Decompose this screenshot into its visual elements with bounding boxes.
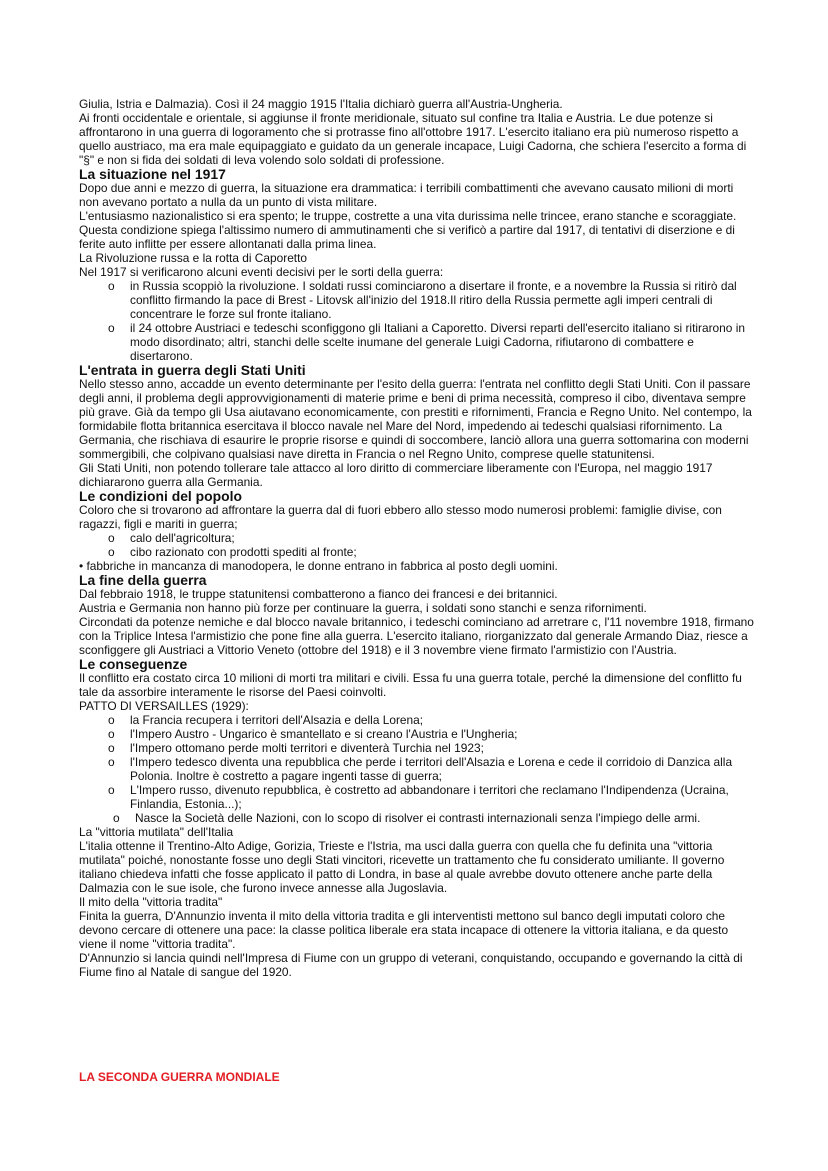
paragraph: D'Annunzio si lancia quindi nell'Impresa di Fiume con un gruppo di veterani, conquistando, occupando e governando la città di Fiume fino al Natale di sangue del 1920. [79, 951, 743, 979]
bullet-marker: o [108, 755, 115, 769]
list-item [79, 741, 755, 755]
bullet-marker: o [108, 321, 115, 335]
paragraph: Finita la guerra, D'Annunzio inventa il mito della vittoria tradita e gli interventisti mettono sul banco degli imputati coloro che devono cercare di ottenere una pace: la classe politica liberale era stata incapace di ottenere la vittoria italiana, e da questo viene il nome "vittoria tradita". [79, 909, 729, 951]
paragraph: Nello stesso anno, accadde un evento determinante per l'esito della guerra: l'entrata nel conflitto degli Stati Uniti. Con il passare degli anni, il problema degli approvvigionamenti di materie prime e beni di prima necessità, compreso il cibo, diventava sempre più grave. Già da tempo gli Usa aiutavano economicamente, con prestiti e rifornimenti, Francia e Regno Unito. Nel contempo, la formidabile flotta britannica esercitava il blocco navale nel Mare del Nord, impedendo ai tedeschi qualsiasi rifornimento. La Germania, che rischiava di esaurire le proprie risorse e quindi di soccombere, lanciò allora una guerra sottomarina con moderni sommergibili, che colpivano qualsiasi nave diretta in Francia o nel Regno Unito, comprese quelle statunitensi. [79, 377, 752, 461]
list-item [79, 755, 755, 783]
list-item-text: l'Impero tedesco diventa una repubblica che perde i territori dell'Alsazia e Lorena e cede il corridoio di Danzica alla Polonia. Inoltre è costretto a pagare ingenti tasse di guerra; [130, 755, 733, 783]
paragraph: La "vittoria mutilata" dell'Italia [79, 825, 234, 839]
document-body [79, 97, 755, 979]
bullet-marker: o [108, 713, 115, 727]
paragraph: Il mito della "vittoria tradita" [79, 895, 223, 909]
section-heading: La situazione nel 1917 [79, 166, 226, 182]
paragraph: Nel 1917 si verificarono alcuni eventi decisivi per le sorti della guerra: [79, 265, 444, 279]
list-item-text: cibo razionato con prodotti spediti al fronte; [130, 545, 357, 559]
list-item-text: L'Impero russo, divenuto repubblica, è costretto ad abbandonare i territori che reclamano l'Indipendenza (Ucraina, Finlandia, Estonia...); [130, 783, 729, 811]
bullet-marker: o [108, 741, 115, 755]
bullet-list [79, 531, 755, 559]
bullet-marker: o [108, 279, 115, 293]
list-item-text: calo dell'agricoltura; [130, 531, 235, 545]
list-item-text: in Russia scoppiò la rivoluzione. I soldati russi cominciarono a disertare il fronte, e a novembre la Russia si ritirò dal conflitto firmando la pace di Brest - Litovsk all'inizio del 1918.Il ritiro della Russia permette agli imperi centrali di concentrare le forze sul fronte italiano. [130, 279, 737, 321]
list-item-text: Nasce la Società delle Nazioni, con lo scopo di risolver ei contrasti internazionali senza l'impiego delle armi. [135, 811, 701, 825]
list-item [79, 783, 755, 811]
list-item-text: la Francia recupera i territori dell'Alsazia e della Lorena; [130, 713, 424, 727]
list-item [79, 545, 755, 559]
paragraph: Circondati da potenze nemiche e dal blocco navale britannico, i tedeschi cominciano ad arretrare c, l'11 novembre 1918, firmano con la Triplice Intesa l'armistizio che pone fine alla guerra. L'esercito italiano, riorganizzato dal generale Armando Diaz, riesce a sconfiggere gli Austriaci a Vittorio Veneto (ottobre del 1918) e il 3 novembre viene firmato l'armistizio con l'Austria. [79, 615, 754, 657]
list-item [79, 279, 755, 321]
bullet-marker: o [113, 811, 120, 825]
section-heading: L'entrata in guerra degli Stati Uniti [79, 362, 306, 378]
paragraph: Dopo due anni e mezzo di guerra, la situazione era drammatica: i terribili combattimenti che avevano causato milioni di morti non avevano portato a nulla da un punto di vista militare. [79, 181, 734, 209]
paragraph: L'italia ottenne il Trentino-Alto Adige, Gorizia, Trieste e l'Istria, ma usci dalla guerra con quella che fu definita una "vittoria mutilata" poiché, nonostante fosse uno degli Stati vincitori, ricevette un trattamento che fu considerato umiliante. Il governo italiano chiedeva infatti che fosse applicato il patto di Londra, in base al quale avrebbe dovuto ottenere anche parte della Dalmazia con le sue isole, che furono invece annesse alla Jugoslavia. [79, 839, 725, 895]
list-item-text: l'Impero ottomano perde molti territori e diventerà Turchia nel 1923; [130, 741, 484, 755]
list-item [79, 713, 755, 727]
paragraph: Coloro che si trovarono ad affrontare la guerra dal di fuori ebbero allo stesso modo numerosi problemi: famiglie divise, con ragazzi, figli e mariti in guerra; [79, 503, 722, 531]
bullet-list [79, 279, 755, 363]
paragraph: L'entusiasmo nazionalistico si era spento; le truppe, costrette a una vita durissima nelle trincee, erano stanche e scoraggiate. Questa condizione spiega l'altissimo numero di ammutinamenti che si verificò a partire dal 1917, di tentativi di diserzione e di ferite auto inflitte per essere allontanati dalla prima linea. [79, 209, 737, 251]
paragraph: Il conflitto era costato circa 10 milioni di morti tra militari e civili. Essa fu una guerra totale, perché la dimensione del conflitto fu tale da assorbire interamente le risorse del Paesi coinvolti. [79, 671, 742, 699]
list-item [79, 321, 755, 363]
bullet-marker: o [108, 727, 115, 741]
bullet-marker: o [108, 783, 115, 797]
paragraph: Austria e Germania non hanno più forze per continuare la guerra, i soldati sono stanchi e senza rifornimenti. [79, 601, 647, 615]
bullet-marker: o [108, 531, 115, 545]
section-heading: Le condizioni del popolo [79, 488, 242, 504]
bullet-list [79, 713, 755, 825]
paragraph: Ai fronti occidentale e orientale, si aggiunse il fronte meridionale, situato sul confine tra Italia e Austria. Le due potenze si affrontarono in una guerra di logoramento che si protrasse fino all'ottobre 1917. L'esercito italiano era più numeroso rispetto a quello austriaco, ma era male equipaggiato e guidato da un generale incapace, Luigi Cadorna, che schiera l'esercito a forma di "§" e non si fida dei soldati di leva volendo solo soldati di professione. [79, 111, 747, 167]
paragraph: Dal febbraio 1918, le truppe statunitensi combatterono a fianco dei francesi e dei britannici. [79, 587, 558, 601]
list-item-text: il 24 ottobre Austriaci e tedeschi sconfiggono gli Italiani a Caporetto. Diversi reparti dell'esercito italiano si ritirarono in modo disordinato; altri, stanchi delle scelte inumane del generale Luigi Cadorna, rifiutarono di combattere e disertarono. [130, 321, 745, 363]
bullet-marker: o [108, 545, 115, 559]
paragraph: Giulia, Istria e Dalmazia). Così il 24 maggio 1915 l'Italia dichiarò guerra all'Austria-Ungheria. [79, 97, 563, 111]
paragraph: PATTO DI VERSAILLES (1929): [79, 699, 249, 713]
section-heading: La fine della guerra [79, 572, 207, 588]
list-item [79, 531, 755, 545]
list-item [79, 811, 755, 825]
paragraph: Gli Stati Uniti, non potendo tollerare tale attacco al loro diritto di commerciare liberamente con l'Europa, nel maggio 1917 dichiararono guerra alla Germania. [79, 461, 713, 489]
list-item [79, 727, 755, 741]
paragraph: La Rivoluzione russa e la rotta di Caporetto [79, 251, 308, 265]
section-heading: Le conseguenze [79, 656, 188, 672]
list-item-text: l'Impero Austro - Ungarico è smantellato e si creano l'Austria e l'Ungheria; [130, 727, 518, 741]
section-title-seconda-guerra: LA SECONDA GUERRA MONDIALE [79, 1070, 280, 1084]
paragraph: • fabbriche in mancanza di manodopera, le donne entrano in fabbrica al posto degli uomini. [79, 559, 558, 573]
